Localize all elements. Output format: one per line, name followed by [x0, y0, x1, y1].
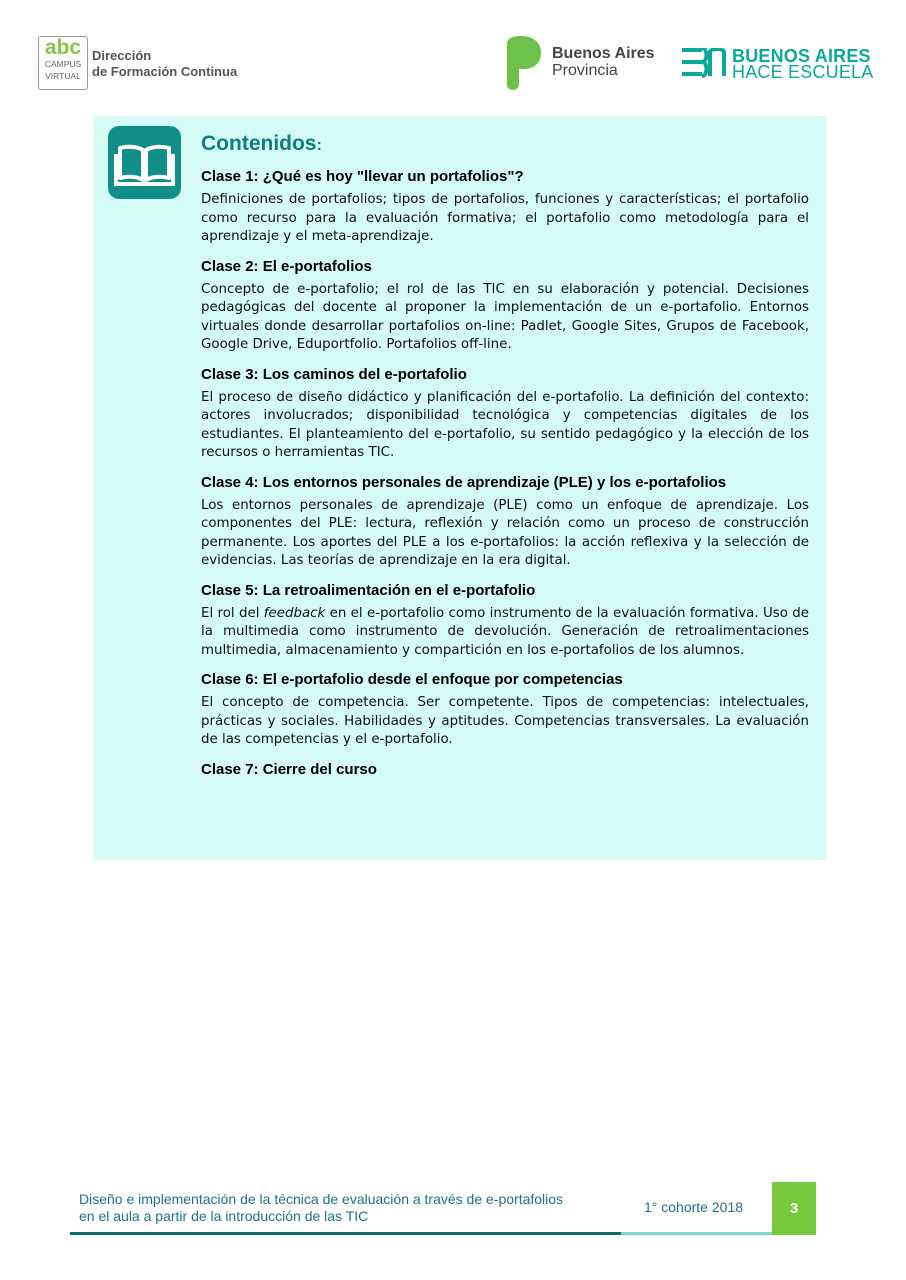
- bap-line1: Buenos Aires: [552, 45, 655, 62]
- buenos-aires-provincia-logo-icon: [503, 36, 543, 90]
- abc-logo-line1: CAMPUS: [44, 59, 82, 69]
- clase-2-heading: Clase 2: El e-portafolios: [201, 257, 372, 275]
- clase-3-heading: Clase 3: Los caminos del e-portafolio: [201, 365, 467, 383]
- clase-5-text: [201, 605, 809, 661]
- footer-divider-dark: [70, 1232, 621, 1235]
- abc-logo-word: abc: [44, 36, 82, 59]
- clase-6-text: El concepto de competencia. Ser competente. Tipos de competencias: intelectuales, prácticas y sociales. Habilidades y aptitudes. Competencias transversales. La evaluación de las competencias y el e-portafolio.: [201, 695, 809, 747]
- contenidos-list: [201, 132, 809, 784]
- bae-line1: BUENOS AIRES: [732, 46, 871, 66]
- clase-1-text: Definiciones de portafolios; tipos de portafolios, funciones y características; el portafolio como recurso para la evaluación formativa; el portafolio como metodología para el aprendizaje y el meta-aprendizaje.: [201, 192, 809, 244]
- abc-logo-line2: VIRTUAL: [45, 71, 81, 81]
- page-number: 3: [772, 1182, 816, 1235]
- clase-5-text-before: El rol del: [201, 605, 264, 621]
- footer-cohort: 1° cohorte 2018: [644, 1199, 744, 1215]
- bap-line2: Provincia: [552, 62, 618, 79]
- buenos-aires-hace-escuela-logo-icon: [682, 48, 728, 78]
- footer-divider-light: [621, 1232, 772, 1235]
- footer-title-line1: Diseño e implementación de la técnica de evaluación a través de e-portafolios: [79, 1191, 564, 1207]
- book-icon: [108, 126, 181, 199]
- direccion-line1: Dirección: [92, 48, 152, 63]
- clase-5-text-after: en el e-portafolio como instrumento de la evaluación formativa. Uso de la multimedia como instrumento de devolución. Generación de retroalimentaciones multimedia, almacenamiento y compartición en los e-portafolios de los alumnos.: [201, 605, 809, 658]
- clase-5-text-em: feedback: [263, 605, 326, 621]
- bae-line2: HACE ESCUELA: [732, 62, 874, 82]
- clase-7-heading: Clase 7: Cierre del curso: [201, 760, 377, 778]
- clase-4-heading: Clase 4: Los entornos personales de aprendizaje (PLE) y los e-portafolios: [201, 473, 727, 491]
- title-text: Contenidos: [201, 132, 317, 155]
- clase-4-text: Los entornos personales de aprendizaje (PLE) como un enfoque de aprendizaje. Los componentes del PLE: lectura, reflexión y relación como un proceso de construcción permanente. Los aportes del PLE a los e-portafolios: la acción reflexiva y la selección de evidencias. Las teorías de aprendizaje en la era digital.: [201, 497, 809, 568]
- clase-2-text: Concepto de e-portafolio; el rol de las TIC en su elaboración y potencial. Decisiones pedagógicas del docente al proponer la implementación de un e-portafolio. Entornos virtuales donde desarrollar portafolios on-line: Padlet, Google Sites, Grupos de Facebook, Google Drive, Eduportfolio. Portafolios off-line.: [201, 281, 809, 352]
- abc-campus-virtual-logo: [38, 36, 88, 90]
- footer-title-line2: en el aula a partir de la introducción de las TIC: [79, 1208, 369, 1224]
- clase-3-text: El proceso de diseño didáctico y planificación del e-portafolio. La definición del contexto: actores involucrados; disponibilidad tecnológica y competencias digitales de los estudiantes. El planteamiento del e-portafolio, su sentido pedagógico y la elección de los recursos o herramientas TIC.: [201, 389, 809, 460]
- clase-6-heading: Clase 6: El e-portafolio desde el enfoque por competencias: [201, 671, 623, 688]
- title-colon: :: [316, 137, 322, 154]
- contenidos-title: [201, 132, 809, 156]
- clase-5-heading: Clase 5: La retroalimentación en el e-portafolio: [201, 581, 536, 599]
- direccion-line2: de Formación Continua: [92, 64, 238, 79]
- clase-1-heading: Clase 1: ¿Qué es hoy "llevar un portafolios"?: [201, 168, 524, 185]
